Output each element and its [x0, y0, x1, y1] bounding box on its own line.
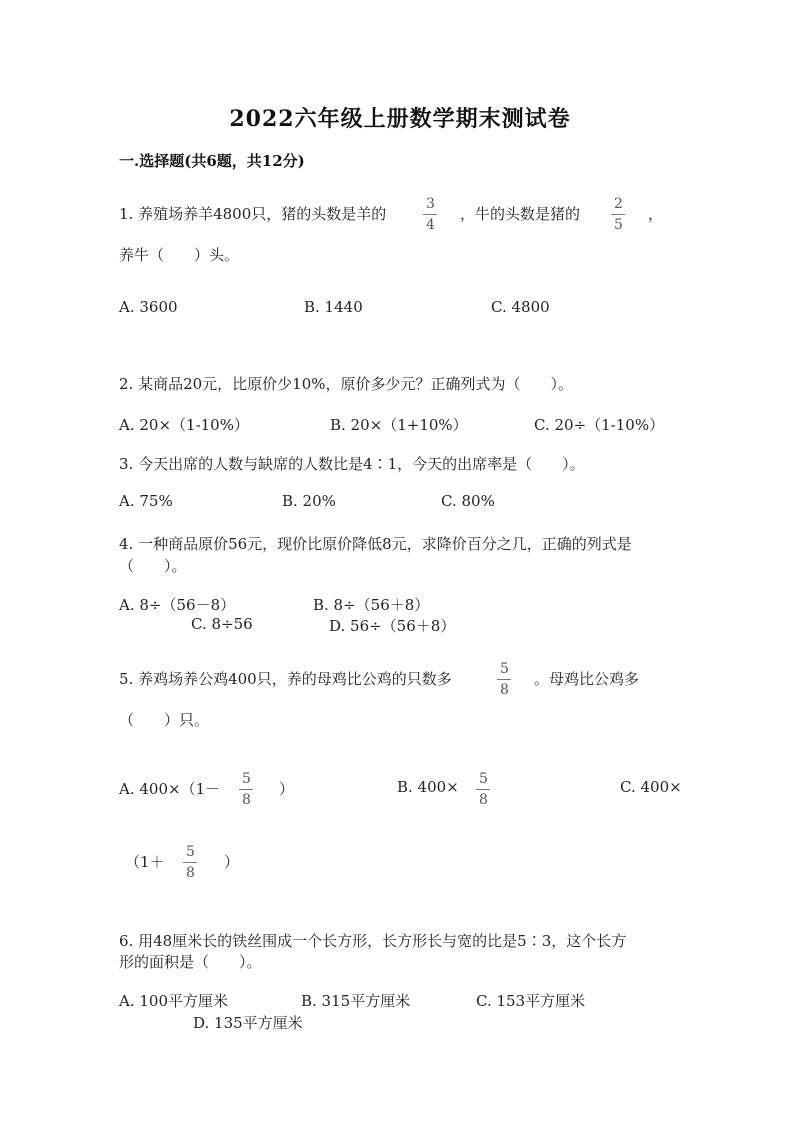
section-heading: 一.选择题(共6题，共12分) — [119, 152, 305, 170]
question-5-option-c-close: ） — [224, 853, 240, 871]
question-6-option-d[interactable]: D. 135平方厘米 — [193, 1014, 303, 1032]
fraction-numerator: 2 — [614, 196, 623, 212]
fraction-denominator: 8 — [242, 792, 251, 808]
question-6-option-a[interactable]: A. 100平方厘米 — [119, 992, 228, 1010]
question-6-text-line1: 6. 用48厘米长的铁丝围成一个长方形，长方形长与宽的比是5∶3，这个长方 — [119, 932, 627, 950]
question-1-option-a[interactable]: A. 3600 — [119, 298, 178, 316]
question-6-option-c[interactable]: C. 153平方厘米 — [476, 992, 586, 1010]
question-3-option-b[interactable]: B. 20% — [282, 492, 336, 510]
question-2-text: 2. 某商品20元，比原价少10%，原价多少元？正确列式为（ ）。 — [119, 375, 574, 393]
fraction-numerator: 5 — [500, 661, 509, 677]
question-4-option-d[interactable]: D. 56÷（56＋8） — [329, 617, 456, 635]
question-1-text-c: ， — [648, 205, 664, 223]
fraction-5-8 — [183, 845, 198, 880]
question-3-option-a[interactable]: A. 75% — [119, 492, 173, 510]
page-title: 2022六年级上册数学期末测试卷 — [229, 106, 571, 132]
question-3-text: 3. 今天出席的人数与缺席的人数比是4∶1，今天的出席率是（ ）。 — [119, 455, 585, 473]
fraction-numerator: 3 — [426, 196, 435, 212]
question-5-text-b: 。母鸡比公鸡多 — [534, 670, 640, 688]
question-4-option-a[interactable]: A. 8÷（56－8） — [119, 596, 236, 614]
fraction-denominator: 8 — [186, 865, 195, 881]
question-3-option-c[interactable]: C. 80% — [441, 492, 495, 510]
fraction-denominator: 8 — [479, 792, 488, 808]
question-5-text-c: （ ）只。 — [119, 711, 210, 729]
question-6-text-line2: 形的面积是（ ）。 — [119, 953, 262, 971]
question-4-option-b[interactable]: B. 8÷（56＋8） — [313, 596, 430, 614]
fraction-2-5 — [611, 197, 626, 232]
fraction-5-8 — [239, 772, 254, 807]
question-4-text-line2: （ ）。 — [119, 557, 187, 575]
fraction-numerator: 5 — [242, 771, 251, 787]
question-2-option-a[interactable]: A. 20×（1-10%） — [119, 416, 249, 434]
question-5-option-c[interactable]: C. 400× — [620, 778, 682, 796]
fraction-numerator: 5 — [479, 771, 488, 787]
question-1-text-d: 养牛（ ）头。 — [119, 246, 240, 264]
question-1-text-b: ，牛的头数是猪的 — [460, 205, 581, 223]
question-2-option-b[interactable]: B. 20×（1+10%） — [330, 416, 468, 434]
question-4-option-c[interactable]: C. 8÷56 — [191, 615, 253, 633]
fraction-3-4 — [423, 197, 438, 232]
fraction-5-8 — [497, 662, 512, 697]
question-5-option-b[interactable]: B. 400× — [397, 778, 459, 796]
fraction-denominator: 4 — [426, 217, 435, 233]
question-5-option-a[interactable]: A. 400×（1－ — [119, 780, 221, 798]
question-5-option-c-line2: （1＋ — [125, 853, 165, 871]
question-5-option-a-close: ） — [279, 780, 295, 798]
fraction-numerator: 5 — [186, 844, 195, 860]
question-1-text-a: 1. 养殖场养羊4800只，猪的头数是羊的 — [119, 205, 387, 223]
question-1-option-b[interactable]: B. 1440 — [304, 298, 363, 316]
fraction-5-8 — [476, 772, 491, 807]
question-4-text-line1: 4. 一种商品原价56元，现价比原价降低8元，求降价百分之几，正确的列式是 — [119, 535, 632, 553]
question-5-text-a: 5. 养鸡场养公鸡400只，养的母鸡比公鸡的只数多 — [119, 670, 452, 688]
fraction-denominator: 5 — [614, 217, 623, 233]
fraction-denominator: 8 — [500, 682, 509, 698]
question-1-option-c[interactable]: C. 4800 — [491, 298, 550, 316]
question-2-option-c[interactable]: C. 20÷（1-10%） — [534, 416, 665, 434]
question-6-option-b[interactable]: B. 315平方厘米 — [301, 992, 411, 1010]
